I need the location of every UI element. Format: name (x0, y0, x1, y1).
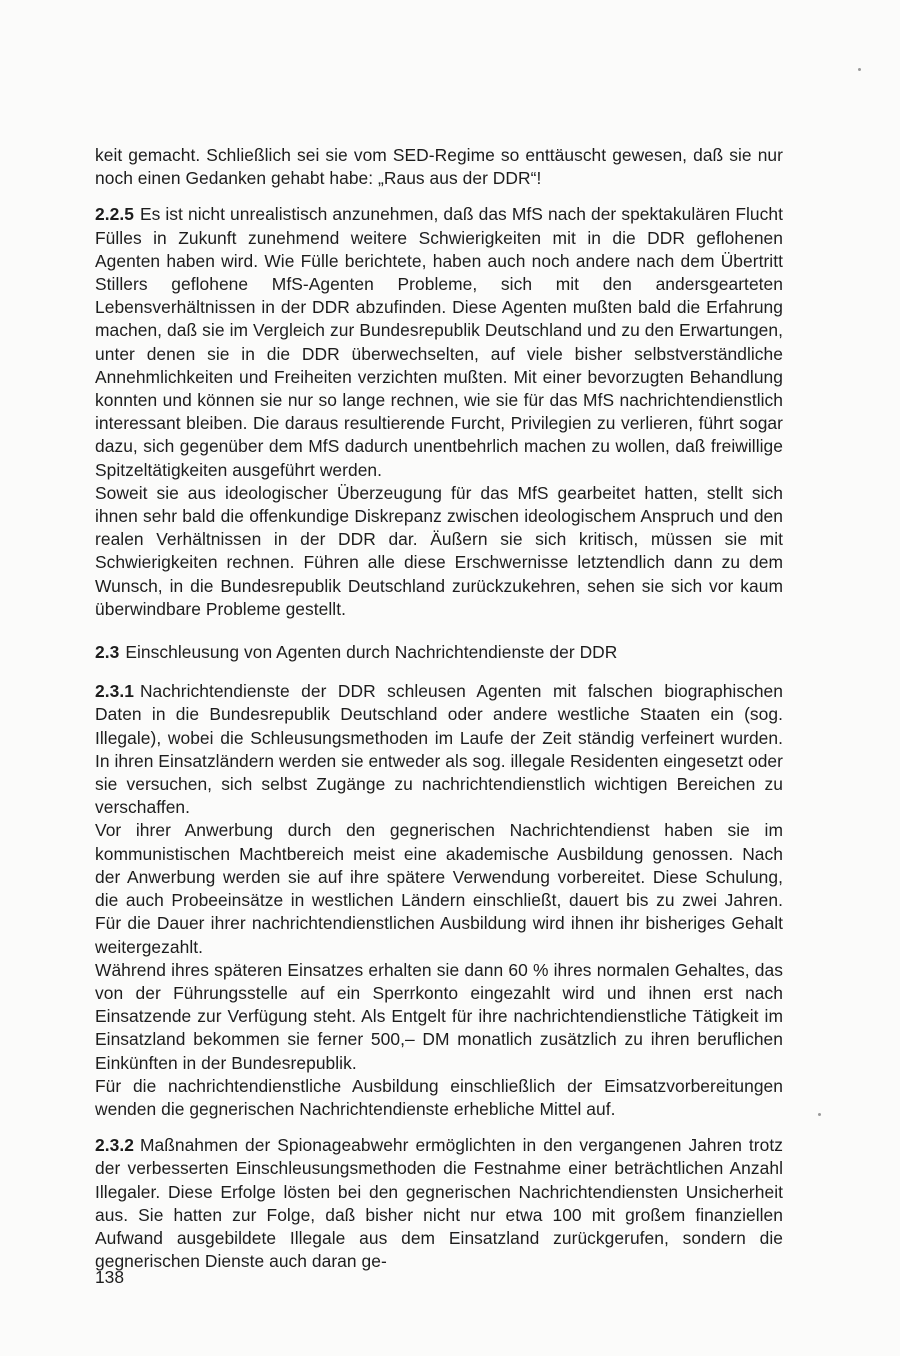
paragraph: Vor ihrer Anwerbung durch den gegnerischen Nachrichtendienst haben sie im kommunistischen Machtbereich meist eine akademische Ausbildung genossen. Nach der Anwerbung werden sie auf ihre spätere Verwendung vorbereitet. Diese Schulung, die auch Probeeinsätze in westlichen Ländern einschließt, dauert bis zu zwei Jahren. Für die Dauer ihrer nachrichtendienstlichen Ausbildung wird ihnen ihr bisheriges Gehalt weitergezahlt. (95, 820, 783, 957)
paragraph: 2.3.2 Maßnahmen der Spionageabwehr ermöglichten in den vergangenen Jahren trotz der verbesserten Einschleusungsmethoden die Festnahme einer beträchtlichen Anzahl Illegaler. Diese Erfolge lösten bei den gegnerischen Nachrichtendiensten Unsicherheit aus. Sie hatten zur Folge, daß bisher nicht nur etwa 100 mit großem finanziellen Aufwand ausgebildete Illegale aus dem Einsatzland zurückgerufen, sondern die gegnerischen Dienste auch daran ge- (95, 1135, 783, 1272)
paragraph: 2.3.1 Nachrichtendienste der DDR schleusen Agenten mit falschen biographischen Daten in die Bundesrepublik Deutschland oder andere westliche Staaten ein (sog. Illegale), wobei die Schleusungsmethoden im Laufe der Zeit ständig verfeinert wurden. In ihren Einsatzländern werden sie entweder als sog. illegale Residenten eingesetzt oder sie versuchen, sich selbst Zugänge zu nachrichtendienstlich wichtigen Bereichen zu verschaffen. (95, 681, 783, 818)
paragraph: Soweit sie aus ideologischer Überzeugung für das MfS gearbeitet hatten, stellt sich ihnen sehr bald die offenkundige Diskrepanz zwischen ideologischem Anspruch und den realen Verhältnissen in der DDR dar. Äußern sie sich kritisch, müssen sie mit Schwierigkeiten rechnen. Führen alle diese Erschwernisse letztendlich dann zu dem Wunsch, in die Bundesrepublik Deutschland zurückzukehren, sehen sie sich vor kaum überwindbare Probleme gestellt. (95, 482, 783, 619)
scan-speck (858, 68, 861, 71)
section-number: 2.3.2 (95, 1135, 134, 1156)
text-column (95, 144, 783, 1273)
paragraph: Für die nachrichtendienstliche Ausbildung einschließlich der Eimsatzvorbereitungen wenden die gegnerischen Nachrichtendienste erhebliche Mittel auf. (95, 1075, 783, 1119)
section-number: 2.2.5 (95, 204, 134, 225)
scan-speck (818, 1113, 821, 1116)
section-heading: 2.3 Einschleusung von Agenten durch Nachrichtendienste der DDR (95, 642, 618, 663)
section-number: 2.3.1 (95, 681, 134, 702)
paragraph: keit gemacht. Schließlich sei sie vom SED-Regime so enttäuscht gewesen, daß sie nur noch einen Gedanken gehabt habe: „Raus aus der DDR“! (95, 145, 783, 189)
page-number: 138 (95, 1267, 125, 1287)
section-number: 2.3 (95, 642, 120, 663)
paragraph: 2.2.5 Es ist nicht unrealistisch anzunehmen, daß das MfS nach der spektakulären Flucht Fülles in Zukunft zunehmend weitere Schwierigkeiten mit in die DDR geflohenen Agenten haben wird. Wie Fülle berichtete, haben auch noch andere nach dem Übertritt Stillers geflohene MfS-Agenten Probleme, sich mit den andersgearteten Lebensverhältnissen in der DDR abzufinden. Diese Agenten mußten bald die Erfahrung machen, daß sie im Vergleich zur Bundesrepublik Deutschland und zu den Erwartungen, unter denen sie in die DDR überwechselten, auf viele bisher selbstverständliche Annehmlichkeiten und Freiheiten verzichten mußten. Mit einer bevorzugten Behandlung konnten und können sie nur so lange rechnen, wie sie für das MfS nachrichtendienstlich interessant bleiben. Die daraus resultierende Furcht, Privilegien zu verlieren, führt sogar dazu, sich gegenüber dem MfS dadurch unentbehrlich machen zu wollen, daß freiwillige Spitzeltätigkeiten ausgeführt werden. (95, 204, 783, 480)
paragraph: Während ihres späteren Einsatzes erhalten sie dann 60 % ihres normalen Gehaltes, das von der Führungsstelle auf ein Sperrkonto eingezahlt wird und ihnen erst nach Einsatzende zur Verfügung steht. Als Entgelt für ihre nachrichtendienstliche Tätigkeit im Einsatzland bekommen sie ferner 500,– DM monatlich zusätzlich zu ihren beruflichen Einkünften in der Bundesrepublik. (95, 959, 783, 1073)
